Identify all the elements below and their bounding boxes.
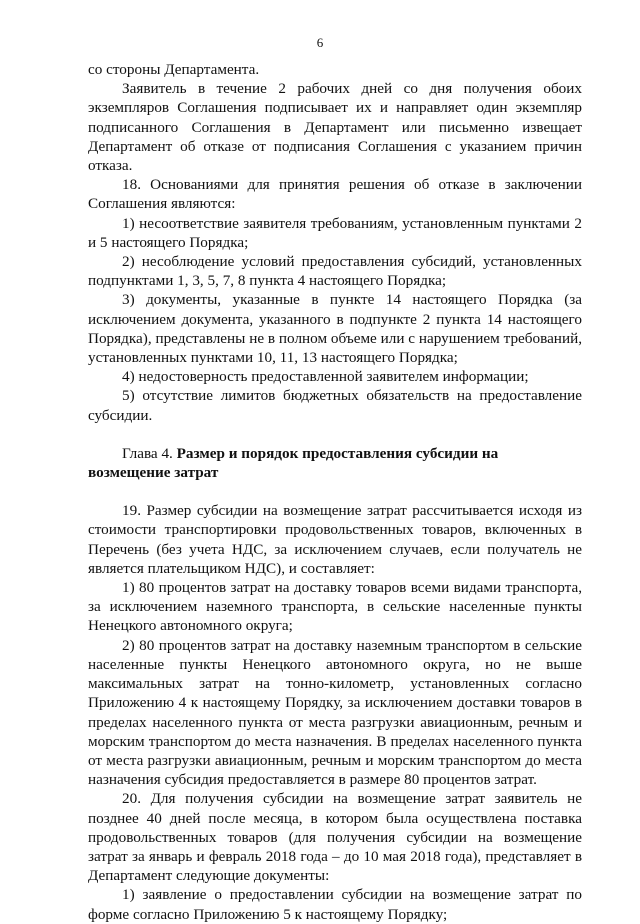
paragraph: 1) заявление о предоставлении субсидии на возмещение затрат по форме согласно Приложению 5 к настоящему Порядку; <box>88 886 582 923</box>
section-refusal-grounds <box>88 60 582 425</box>
page-number: 6 <box>316 35 324 50</box>
paragraph: 5) отсутствие лимитов бюджетных обязательств на предоставление субсидии. <box>88 387 582 424</box>
paragraph: 3) документы, указанные в пункте 14 настоящего Порядка (за исключением документа, указанного в подпункте 2 пункта 14 настоящего Порядка), представлены не в полном объеме или с нарушением требований, установленных пунктами 10, 11, 13 настоящего Порядка; <box>88 291 582 367</box>
paragraph: 20. Для получения субсидии на возмещение затрат заявитель не позднее 40 дней после месяца, в котором была осуществлена поставка продовольственных товаров (для получения субсидии на возмещение затрат за январь и февраль 2018 года – до 10 мая 2018 года), представляет в Департамент следующие документы: <box>88 790 582 885</box>
paragraph: 4) недостоверность предоставленной заявителем информации; <box>122 368 529 386</box>
paragraph: со стороны Департамента. <box>88 61 260 78</box>
paragraph: 1) несоответствие заявителя требованиям, установленным пунктами 2 и 5 настоящего Порядка; <box>88 214 582 251</box>
paragraph: Заявитель в течение 2 рабочих дней со дня получения обоих экземпляров Соглашения подписывает их и направляет один экземпляр подписанного Соглашения в Департамент или письменно извещает Департамент об отказе от подписания Соглашения с указанием причин отказа. <box>88 80 582 175</box>
paragraph: 1) 80 процентов затрат на доставку товаров всеми видами транспорта, за исключением наземного транспорта, в сельские населенные пункты Ненецкого автономного округа; <box>88 579 582 635</box>
section-subsidy-size <box>88 501 582 923</box>
paragraph: 2) 80 процентов затрат на доставку наземным транспортом в сельские населенные пункты Ненецкого автономного округа, но не выше максимальных затрат на тонно-километр, установленных согласно Приложению 4 к настоящему Порядку, за исключением доставки товаров в пределах населенного пункта от места разгрузки авиационным, речным и морским транспортом до места назначения. В пределах населенного пункта от места разгрузки авиационным, речным и морским транспортом до места назначения субсидия предоставляется в размере 80 процентов затрат. <box>88 636 582 789</box>
paragraph: 19. Размер субсидии на возмещение затрат рассчитывается исходя из стоимости транспортировки продовольственных товаров, включенных в Перечень (без учета НДС, за исключением случаев, если получатель не является плательщиком НДС), и составляет: <box>88 502 582 577</box>
chapter-prefix: Глава 4. <box>122 444 177 462</box>
chapter-heading <box>88 444 582 482</box>
paragraph: 18. Основаниями для принятия решения об отказе в заключении Соглашения являются: <box>88 176 582 213</box>
chapter-title: Размер и порядок предоставления субсидии на возмещение затрат <box>88 444 499 482</box>
paragraph: 2) несоблюдение условий предоставления субсидий, установленных подпунктами 1, 3, 5, 7, 8 пункта 4 настоящего Порядка; <box>88 253 582 290</box>
